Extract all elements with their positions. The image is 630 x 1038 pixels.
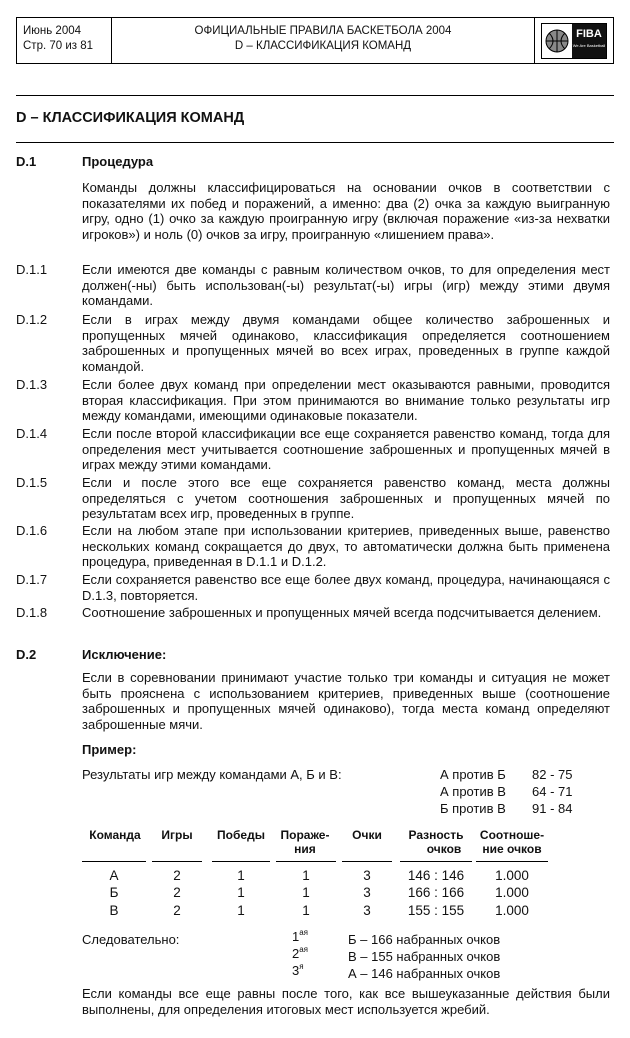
table-header-rule (400, 861, 472, 862)
table-cell: 3 (363, 903, 371, 918)
item-text: Если и после этого все еще сохраняется равенство команд, места должны определяться с учетом соотношения заброшенных и пропущенных мячей по результатам всех игр, проведенных в группе. (82, 475, 610, 522)
item-number: D.1.8 (16, 605, 48, 620)
table-cell: 3 (363, 868, 371, 883)
table-cell: 1 (302, 885, 310, 900)
section-d1-intro: Команды должны классифицироваться на основании очков в соответствии с показателями их побед и поражений, а именно: два (2) очка за каждую выигранную игру, одно (1) очко за каждую проигранную игру (включая поражение «из-за нехватки игроков») и ноль (0) очков за игру, проигранную «лишением права». (82, 180, 610, 242)
table-header-wins: Победы (217, 828, 265, 842)
fiba-wordmark: FIBA We Are Basketball (572, 24, 606, 58)
table-cell: А (109, 868, 119, 883)
place-rank: $1^{ая}$ (292, 928, 309, 944)
item-number: D.1.4 (16, 426, 48, 441)
header-date: Июнь 2004 (23, 25, 82, 37)
section-d1-heading: Процедура (82, 154, 154, 169)
header-titles (112, 17, 534, 64)
table-cell: 146 : 146 (407, 868, 465, 883)
table-cell: 1.000 (495, 868, 529, 883)
basketball-icon (542, 24, 572, 58)
table-header-rule (342, 861, 392, 862)
example-heading: Пример: (82, 742, 137, 757)
result-row (440, 767, 573, 782)
result-score: 64 - 71 (532, 784, 573, 799)
table-cell: 1 (237, 885, 245, 900)
header-logo-cell (534, 17, 614, 64)
table-cell: 2 (173, 868, 181, 883)
results-label: Результаты игр между командами А, Б и В: (82, 767, 342, 782)
table-header-team: Команда (89, 828, 141, 842)
place-text: В – 155 набранных очков (348, 949, 501, 964)
table-header-rule (212, 861, 270, 862)
item-number: D.1.6 (16, 523, 48, 538)
place-text: Б – 166 набранных очков (348, 932, 501, 947)
table-cell: 3 (363, 885, 371, 900)
table-header-rule (152, 861, 202, 862)
page-header (16, 17, 614, 64)
table-cell: 2 (173, 903, 181, 918)
item-number: D.1.1 (16, 262, 48, 277)
result-score: 91 - 84 (532, 801, 573, 816)
consequently-label: Следовательно: (82, 932, 180, 947)
result-match: А против Б (440, 767, 506, 782)
table-header-ratio: Соотноше- ние очков (479, 828, 545, 856)
table-header-games: Игры (161, 828, 193, 842)
place-rank: $3^я$ (292, 962, 304, 978)
item-text: Если сохраняется равенство все еще более двух команд, процедура, начинающаяся с D.1.3, повторяется. (82, 572, 610, 603)
header-section-title: D – КЛАССИФИКАЦИЯ КОМАНД (234, 40, 412, 52)
table-header-rule (82, 861, 146, 862)
table-cell: В (109, 903, 119, 918)
table-cell: 1.000 (495, 885, 529, 900)
item-text: Если после второй классификации все еще сохраняется равенство команд, тогда для определения мест учитывается соотношение заброшенных и пропущенных мячей в играх между этими командами. (82, 426, 610, 473)
divider-top (16, 95, 614, 96)
item-text: Если на любом этапе при использовании критериев, приведенных выше, равенство нескольких команд сокращается до двух, то автоматически должна быть применена процедура, приведенная в D.1.1 и D.1.2. (82, 523, 610, 570)
header-meta (16, 17, 112, 64)
table-header-diff: Разность очков (408, 828, 464, 856)
item-text: Если имеются две команды с равным количеством очков, то для определения мест должен(-ны) быть использован(-ы) результат(-ы) игры (игр) между этими двумя командами. (82, 262, 610, 309)
table-header-rule (276, 861, 336, 862)
page-title: D – КЛАССИФИКАЦИЯ КОМАНД (16, 110, 245, 126)
item-text: Если в играх между двумя командами общее количество заброшенных и пропущенных мячей одинаково, классификация определяется соотношением заброшенных и пропущенных мячей во всех играх, проведенных в группе каждой командой. (82, 312, 610, 374)
table-cell: 1.000 (495, 903, 529, 918)
place-rank: $2^{ая}$ (292, 945, 309, 961)
fiba-logo (541, 23, 607, 59)
table-header-points: Очки (352, 828, 382, 842)
table-cell: 1 (237, 903, 245, 918)
header-page: Стр. 70 из 81 (23, 40, 94, 52)
section-d2-text: Если в соревновании принимают участие только три команды и ситуация не может быть прояснена с использованием критериев, приведенных выше (соотношение заброшенных и пропущенных мячей одинаково), тогда места команд определяют заброшенные мячи. (82, 670, 610, 732)
item-number: D.1.7 (16, 572, 48, 587)
item-number: D.1.2 (16, 312, 48, 327)
place-text: А – 146 набранных очков (348, 966, 501, 981)
table-header-losses: Пораже- ния (280, 828, 330, 856)
result-row (440, 784, 573, 799)
final-paragraph: Если команды все еще равны после того, как все вышеуказанные действия были выполнены, для определения итоговых мест используется жребий. (82, 986, 610, 1017)
table-cell: 166 : 166 (407, 885, 465, 900)
result-match: Б против В (440, 801, 506, 816)
item-text: Соотношение заброшенных и пропущенных мячей всегда подсчитывается делением. (82, 605, 602, 620)
divider-title (16, 142, 614, 143)
table-cell: 155 : 155 (407, 903, 465, 918)
table-cell: 2 (173, 885, 181, 900)
item-number: D.1.5 (16, 475, 48, 490)
result-score: 82 - 75 (532, 767, 573, 782)
table-cell: Б (109, 885, 119, 900)
section-d2-number: D.2 (16, 647, 37, 662)
table-cell: 1 (302, 903, 310, 918)
item-text: Если более двух команд при определении мест оказываются равными, проводится вторая классификация. При этом принимаются во внимание только результаты игр между командами, имеющими одинаковые показатели. (82, 377, 610, 424)
result-match: А против В (440, 784, 506, 799)
result-row (440, 801, 573, 816)
table-header-rule (476, 861, 548, 862)
table-cell: 1 (237, 868, 245, 883)
section-d1-number: D.1 (16, 154, 37, 169)
section-d2-heading: Исключение: (82, 647, 167, 662)
header-doc-title: ОФИЦИАЛЬНЫЕ ПРАВИЛА БАСКЕТБОЛА 2004 (194, 25, 452, 37)
table-cell: 1 (302, 868, 310, 883)
item-number: D.1.3 (16, 377, 48, 392)
